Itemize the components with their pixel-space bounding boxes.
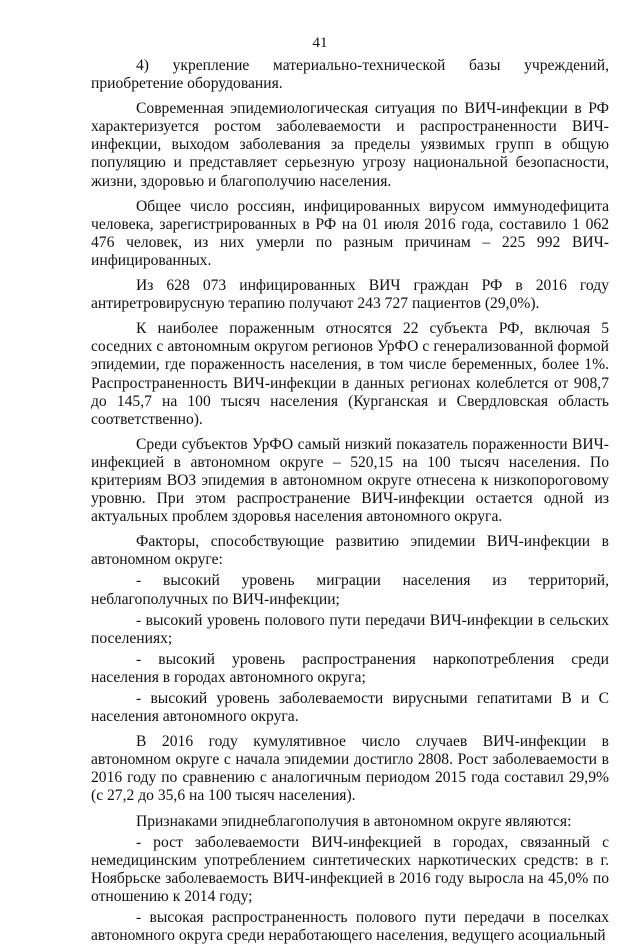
list-item: - высокая распространенность полового пути передачи в поселках автономного округа среди неработающего населения, ведущего асоциальный xyxy=(91,909,609,945)
paragraph: В 2016 году кумулятивное число случаев ВИЧ-инфекции в автономном округе с начала эпидемии достигло 2808. Рост заболеваемости в 2016 году по сравнению с аналогичным периодом 2015 года составил 29,9% (с 27,2 до 35,6 на 100 тысяч населения). xyxy=(91,733,609,805)
paragraph: 4) укрепление материально-технической базы учреждений, приобретение оборудования. xyxy=(91,57,609,93)
list-item: - высокий уровень полового пути передачи ВИЧ-инфекции в сельских поселениях; xyxy=(91,611,609,647)
list-item: - рост заболеваемости ВИЧ-инфекцией в городах, связанный с немедицинским употреблением синтетических наркотических средств: в г. Ноябрьске заболеваемость ВИЧ-инфекцией в 2016 году выросла на 45,0% по отношению к 2014 году; xyxy=(91,833,609,905)
document-body xyxy=(91,57,609,945)
paragraph: Современная эпидемиологическая ситуация по ВИЧ-инфекции в РФ характеризуется ростом заболеваемости и распространенности ВИЧ-инфекции, выходом заболевания за пределы уязвимых групп в общую популяцию и представляет серьезную угрозу национальной безопасности, жизни, здоровью и благополучию населения. xyxy=(91,100,609,190)
paragraph: Среди субъектов УрФО самый низкий показатель пораженности ВИЧ-инфекцией в автономном округе – 520,15 на 100 тысяч населения. По критериям ВОЗ эпидемия в автономном округе отнесена к низкопороговому уровню. При этом распространение ВИЧ-инфекции остается одной из актуальных проблем здоровья населения автономного округа. xyxy=(91,435,609,526)
paragraph: Признаками эпиднеблагополучия в автономном округе являются: xyxy=(136,812,572,830)
paragraph: Из 628 073 инфицированных ВИЧ граждан РФ в 2016 году антиретровирусную терапию получают 243 727 пациентов (29,0%). xyxy=(91,277,609,313)
paragraph: К наиболее пораженным относятся 22 субъекта РФ, включая 5 соседних с автономным округом регионов УрФО с генерализованной формой эпидемии, где пораженность населения, в том числе беременных, более 1%. Распространенность ВИЧ-инфекции в данных регионах колеблется от 908,7 до 145,7 на 100 тысяч населения (Курганская и Свердловская область соответственно). xyxy=(91,320,609,428)
list-item: - высокий уровень миграции населения из территорий, неблагополучных по ВИЧ-инфекции; xyxy=(91,572,609,608)
list-item: - высокий уровень распространения наркопотребления среди населения в городах автономного округа; xyxy=(91,650,609,686)
paragraph: Факторы, способствующие развитию эпидемии ВИЧ-инфекции в автономном округе: xyxy=(91,533,609,569)
paragraph: Общее число россиян, инфицированных вирусом иммунодефицита человека, зарегистрированных в РФ на 01 июля 2016 года, составило 1 062 476 человек, из них умерли по разным причинам – 225 992 ВИЧ-инфицированных. xyxy=(91,197,609,269)
list-item: - высокий уровень заболеваемости вирусными гепатитами В и С населения автономного округа. xyxy=(91,690,609,726)
page-number: 41 xyxy=(312,35,328,51)
